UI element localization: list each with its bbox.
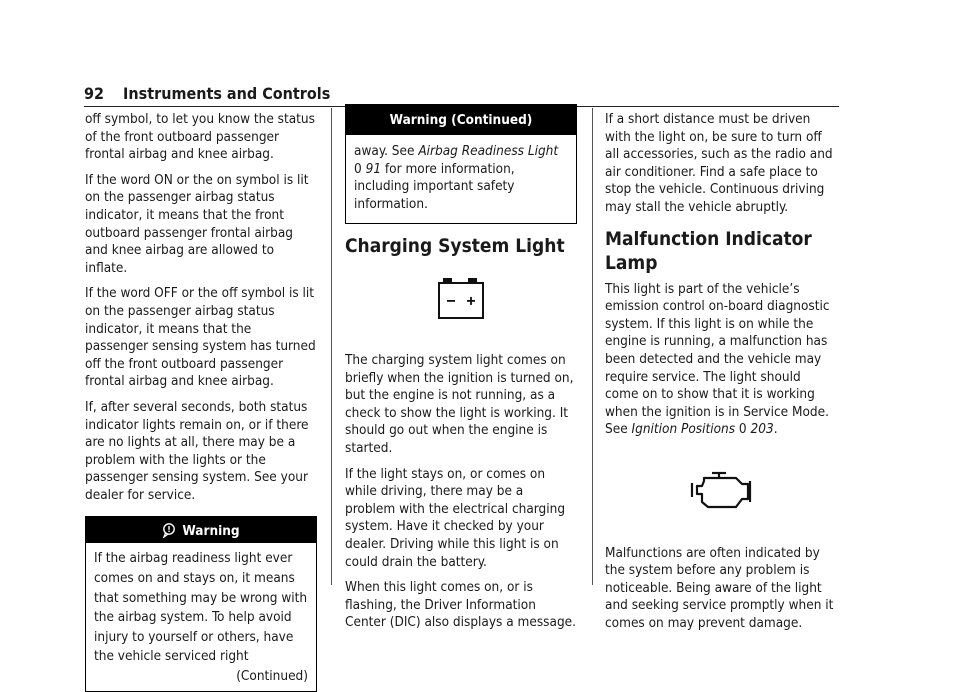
battery-icon [438,278,484,320]
paragraph: off symbol, to let you know the status of the front outboard passenger frontal airbag and knee airbag. [85,111,315,163]
warning-continued-box [345,104,577,224]
section-title: Instruments and Controls [123,84,331,103]
warning-text: If the airbag readiness light ever comes on and stays on, it means that something may be wrong with the airbag system. To help avoid injury to yourself or others, have the vehicle serviced right [94,550,308,665]
page-ref-glyph: 0 [354,160,362,177]
paragraph-end: . [773,421,778,438]
page-ref-glyph: 0 [738,421,747,438]
column-right [605,111,837,640]
page-ref-link[interactable]: 203 [750,421,774,438]
warning-title: Warning [182,523,240,540]
page-number: 92 [84,84,105,103]
paragraph: If the word OFF or the off symbol is lit on the passenger airbag status indicator, it means that the passenger sensing system has turned off the front outboard passenger frontal airbag and knee airbag. [85,285,316,390]
paragraph: When this light comes on, or is flashing, the Driver Information Center (DIC) also displays a message. [345,579,576,631]
warning-continued-header: Warning (Continued) [346,105,576,135]
section-heading: Charging System Light [345,235,565,258]
continued-label: (Continued) [236,668,308,685]
warning-icon [162,523,176,538]
paragraph: The charging system light comes on briefly when the ignition is turned on, but the engine is not running, as a check to show the light is working. It should go out when the engine is started. [345,351,574,456]
column-middle [345,111,577,640]
column-divider [592,108,593,585]
paragraph: If the light stays on, or comes on while driving, there may be a problem with the electrical charging system. Have it checked by your dealer. Driving while this light is on could drain the battery. [345,465,566,570]
column-left [85,111,317,692]
warning-text: away. See [354,143,419,159]
page-ref-link[interactable]: 91 [365,160,382,177]
paragraph: If, after several seconds, both status indicator lights remain on, or if there are no lights at all, there may be a problem with the lights or the passenger sensing system. See your dealer for service. [85,398,309,503]
airbag-readiness-light-link[interactable]: Airbag Readiness Light [418,143,559,159]
warning-box [85,516,317,691]
paragraph: If the word ON or the on symbol is lit on the passenger airbag status indicator, it means that the front outboard passenger frontal airbag and knee airbag are allowed to inflate. [85,171,309,276]
section-heading: Malfunction Indicator Lamp [605,227,812,274]
paragraph: Malfunctions are often indicated by the system before any problem is noticeable. Being aware of the light and seeking service promptly when it comes on may prevent damage. [605,544,834,631]
warning-header [86,517,316,543]
paragraph: This light is part of the vehicle’s emission control on-board diagnostic system. If this light is on while the engine is running, a malfunction has been detected and the vehicle may require service. The light should come on to show that it is working when the ignition is in Service Mode. See [605,280,830,438]
column-divider [331,108,332,585]
warning-text: for more information, including important safety information. [354,160,515,212]
check-engine-icon [690,471,752,511]
ignition-positions-link[interactable]: Ignition Positions [631,421,736,438]
paragraph: If a short distance must be driven with the light on, be sure to turn off all accessories, such as the radio and air conditioner. Find a safe place to stop the vehicle. Continuous driving may stall the vehicle abruptly. [605,111,833,215]
